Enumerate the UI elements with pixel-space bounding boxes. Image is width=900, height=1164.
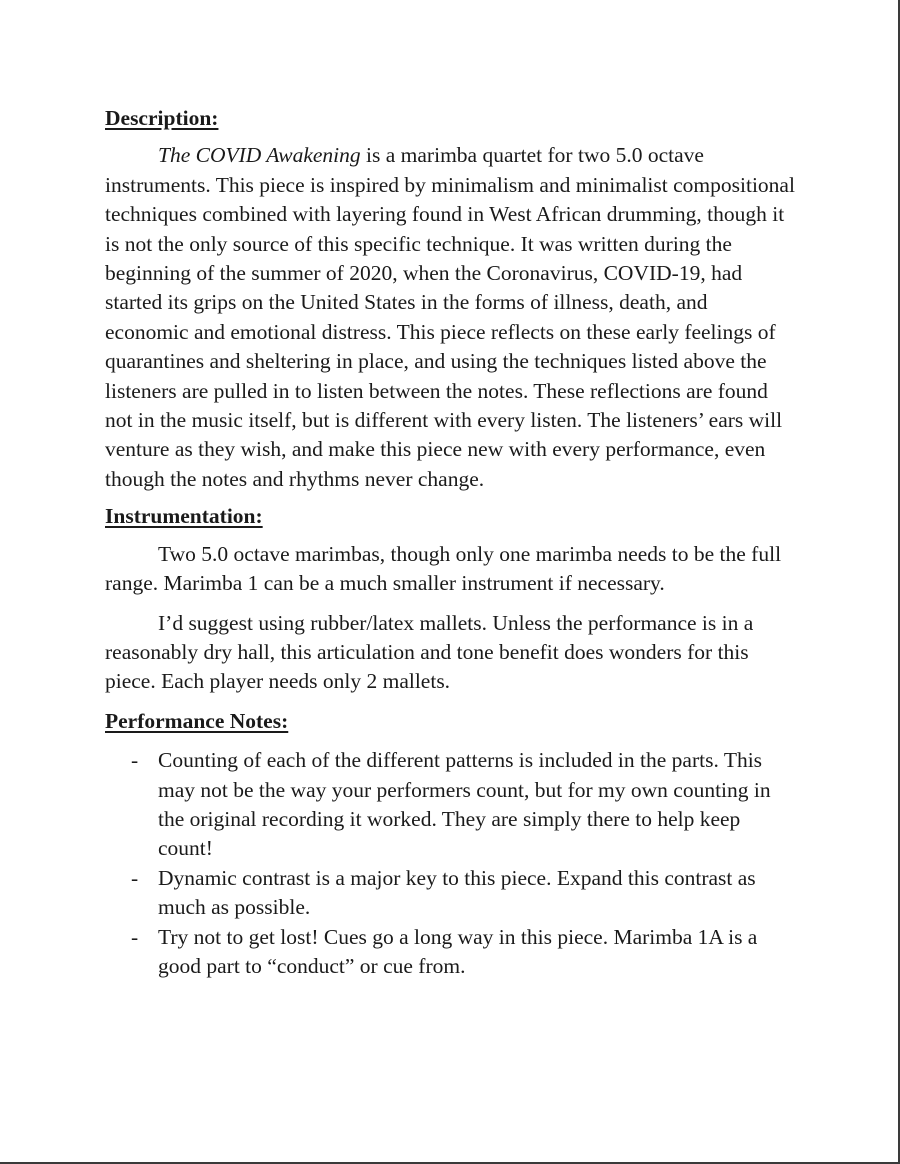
bullet-dash: - (131, 865, 139, 890)
document-content (105, 104, 795, 981)
instrumentation-heading: Instrumentation: (105, 504, 263, 529)
bullet-dash: - (131, 924, 139, 949)
description-body: is a marimba quartet for two 5.0 octave instruments. This piece is inspired by minimalism and minimalist compositional techniques combined with layering found in West African drumming, though it is not the only source of this specific technique. It was written during the beginning of the summer of 2020, when the Coronavirus, COVID-19, had started its grips on the United States in the forms of illness, death, and economic and emotional distress. This piece reflects on these early feelings of quarantines and sheltering in place, and using the techniques listed above the listeners are pulled in to listen between the notes. These reflections are found not in the music itself, but is different with every listen. The listeners’ ears will venture as they wish, and make this piece new with every performance, even though the notes and rhythms never change. (105, 143, 795, 491)
list-item (105, 923, 795, 982)
list-item (105, 864, 795, 923)
list-item-text: Counting of each of the different patterns is included in the parts. This may not be the way your performers count, but for my own counting in the original recording it worked. They are simply there to help keep count! (158, 748, 771, 861)
performance-notes-list (105, 746, 795, 981)
performance-notes-heading: Performance Notes: (105, 708, 289, 733)
list-item-text: Try not to get lost! Cues go a long way in this piece. Marimba 1A is a good part to “conduct” or cue from. (158, 924, 758, 978)
bullet-dash: - (131, 748, 139, 773)
instrumentation-paragraph-1: Two 5.0 octave marimbas, though only one marimba needs to be the full range. Marimba 1 can be a much smaller instrument if necessary. (105, 541, 782, 596)
instrumentation-paragraph-2: I’d suggest using rubber/latex mallets. Unless the performance is in a reasonably dry hall, this articulation and tone benefit does wonders for this piece. Each player needs only 2 mallets. (105, 610, 754, 694)
description-heading: Description: (105, 106, 219, 130)
piece-title: The COVID Awakening (158, 143, 361, 168)
description-paragraph (105, 141, 795, 494)
list-item (105, 746, 795, 864)
list-item-text: Dynamic contrast is a major key to this piece. Expand this contrast as much as possible. (158, 865, 756, 920)
